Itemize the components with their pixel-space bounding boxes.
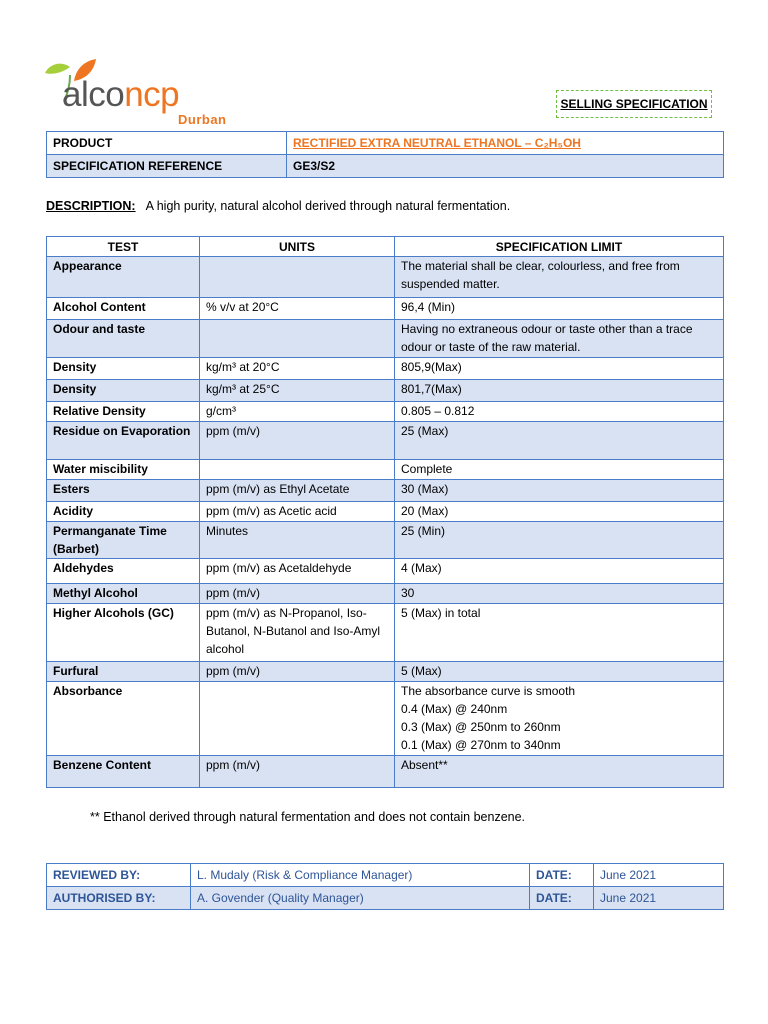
spec-row [47, 422, 724, 460]
spec-cell-limit: 25 (Min) [395, 522, 724, 559]
spec-cell-limit: 30 (Max) [395, 480, 724, 502]
reviewed-date: June 2021 [594, 864, 724, 887]
spec-cell-test: Residue on Evaporation [47, 422, 200, 460]
spec-cell-limit: 20 (Max) [395, 502, 724, 522]
reviewed-date-label: DATE: [530, 864, 594, 887]
spec-cell-test: Permanganate Time (Barbet) [47, 522, 200, 559]
spec-cell-limit: The material shall be clear, colourless, and free from suspended matter. [395, 257, 724, 298]
reviewed-row [47, 864, 724, 887]
spec-row [47, 559, 724, 584]
spec-cell-units: % v/v at 20°C [200, 298, 395, 320]
spec-row [47, 257, 724, 298]
spec-cell-limit [395, 682, 724, 756]
logo-part-b: ncp [124, 75, 180, 114]
spec-cell-units: ppm (m/v) [200, 584, 395, 604]
approval-table [46, 863, 724, 910]
product-row [47, 132, 724, 155]
spec-cell-test: Methyl Alcohol [47, 584, 200, 604]
description-label: DESCRIPTION: [46, 199, 136, 213]
spec-cell-test: Esters [47, 480, 200, 502]
description-text: A high purity, natural alcohol derived through natural fermentation. [145, 199, 511, 213]
spec-limit-line: 0.3 (Max) @ 250nm to 260nm [401, 720, 561, 734]
spec-cell-test: Density [47, 358, 200, 380]
spec-cell-test: Higher Alcohols (GC) [47, 604, 200, 662]
spec-limit-line: The absorbance curve is smooth [401, 684, 576, 698]
spec-row [47, 756, 724, 788]
spec-cell-units: kg/m³ at 25°C [200, 380, 395, 402]
reviewed-label: REVIEWED BY: [47, 864, 191, 887]
reviewed-value: L. Mudaly (Risk & Compliance Manager) [191, 864, 530, 887]
spec-cell-test: Absorbance [47, 682, 200, 756]
logo-city: Durban [178, 112, 227, 127]
spec-cell-test: Acidity [47, 502, 200, 522]
spec-cell-test: Density [47, 380, 200, 402]
spec-row [47, 604, 724, 662]
product-label: PRODUCT [47, 132, 287, 155]
authorised-label: AUTHORISED BY: [47, 887, 191, 910]
spec-cell-units: kg/m³ at 20°C [200, 358, 395, 380]
reference-value: GE3/S2 [287, 155, 724, 178]
authorised-date-label: DATE: [530, 887, 594, 910]
spec-cell-limit: 5 (Max) [395, 662, 724, 682]
spec-limit-line: 0.4 (Max) @ 240nm [401, 702, 508, 716]
logo-part-a: alco [62, 75, 125, 114]
spec-cell-units: ppm (m/v) [200, 756, 395, 788]
product-value: RECTIFIED EXTRA NEUTRAL ETHANOL – C₂H₅OH [287, 132, 724, 155]
spec-cell-test: Furfural [47, 662, 200, 682]
spec-row [47, 584, 724, 604]
spec-cell-test: Water miscibility [47, 460, 200, 480]
spec-cell-units: ppm (m/v) as Ethyl Acetate [200, 480, 395, 502]
spec-row [47, 480, 724, 502]
logo-wordmark [62, 77, 179, 112]
description [46, 199, 510, 213]
spec-cell-test: Aldehydes [47, 559, 200, 584]
spec-header-row [47, 237, 724, 257]
reference-label: SPECIFICATION REFERENCE [47, 155, 287, 178]
spec-cell-limit: Having no extraneous odour or taste other than a trace odour or taste of the raw material. [395, 320, 724, 358]
spec-cell-units [200, 320, 395, 358]
spec-cell-units: ppm (m/v) as N-Propanol, Iso-Butanol, N-Butanol and Iso-Amyl alcohol [200, 604, 395, 662]
authorised-date: June 2021 [594, 887, 724, 910]
spec-cell-units [200, 257, 395, 298]
spec-cell-units: g/cm³ [200, 402, 395, 422]
spec-row [47, 662, 724, 682]
col-header-units: UNITS [200, 237, 395, 257]
company-logo [40, 55, 250, 130]
spec-cell-units: ppm (m/v) as Acetaldehyde [200, 559, 395, 584]
footnote: ** Ethanol derived through natural fermentation and does not contain benzene. [90, 810, 526, 824]
spec-cell-limit: 96,4 (Min) [395, 298, 724, 320]
selling-specification-badge: SELLING SPECIFICATION [556, 90, 712, 118]
spec-row [47, 380, 724, 402]
spec-cell-units: Minutes [200, 522, 395, 559]
spec-row [47, 682, 724, 756]
col-header-test: TEST [47, 237, 200, 257]
spec-cell-limit: 30 [395, 584, 724, 604]
spec-cell-limit: 0.805 – 0.812 [395, 402, 724, 422]
authorised-row [47, 887, 724, 910]
reference-row [47, 155, 724, 178]
spec-cell-units [200, 682, 395, 756]
spec-cell-limit: Absent** [395, 756, 724, 788]
spec-row [47, 502, 724, 522]
col-header-limit: SPECIFICATION LIMIT [395, 237, 724, 257]
spec-cell-test: Alcohol Content [47, 298, 200, 320]
spec-row [47, 320, 724, 358]
authorised-value: A. Govender (Quality Manager) [191, 887, 530, 910]
spec-row [47, 522, 724, 559]
spec-cell-test: Appearance [47, 257, 200, 298]
spec-row [47, 402, 724, 422]
spec-cell-units: ppm (m/v) [200, 422, 395, 460]
spec-cell-units: ppm (m/v) as Acetic acid [200, 502, 395, 522]
spec-cell-limit: 5 (Max) in total [395, 604, 724, 662]
spec-cell-test: Benzene Content [47, 756, 200, 788]
spec-row [47, 358, 724, 380]
spec-cell-limit: Complete [395, 460, 724, 480]
spec-cell-test: Relative Density [47, 402, 200, 422]
spec-cell-limit: 4 (Max) [395, 559, 724, 584]
spec-cell-test: Odour and taste [47, 320, 200, 358]
header-table [46, 131, 724, 178]
spec-row [47, 298, 724, 320]
spec-row [47, 460, 724, 480]
spec-limit-line: 0.1 (Max) @ 270nm to 340nm [401, 738, 561, 752]
spec-cell-limit: 805,9(Max) [395, 358, 724, 380]
spec-cell-limit: 25 (Max) [395, 422, 724, 460]
spec-cell-units: ppm (m/v) [200, 662, 395, 682]
spec-cell-limit: 801,7(Max) [395, 380, 724, 402]
specification-table [46, 236, 724, 788]
spec-cell-units [200, 460, 395, 480]
